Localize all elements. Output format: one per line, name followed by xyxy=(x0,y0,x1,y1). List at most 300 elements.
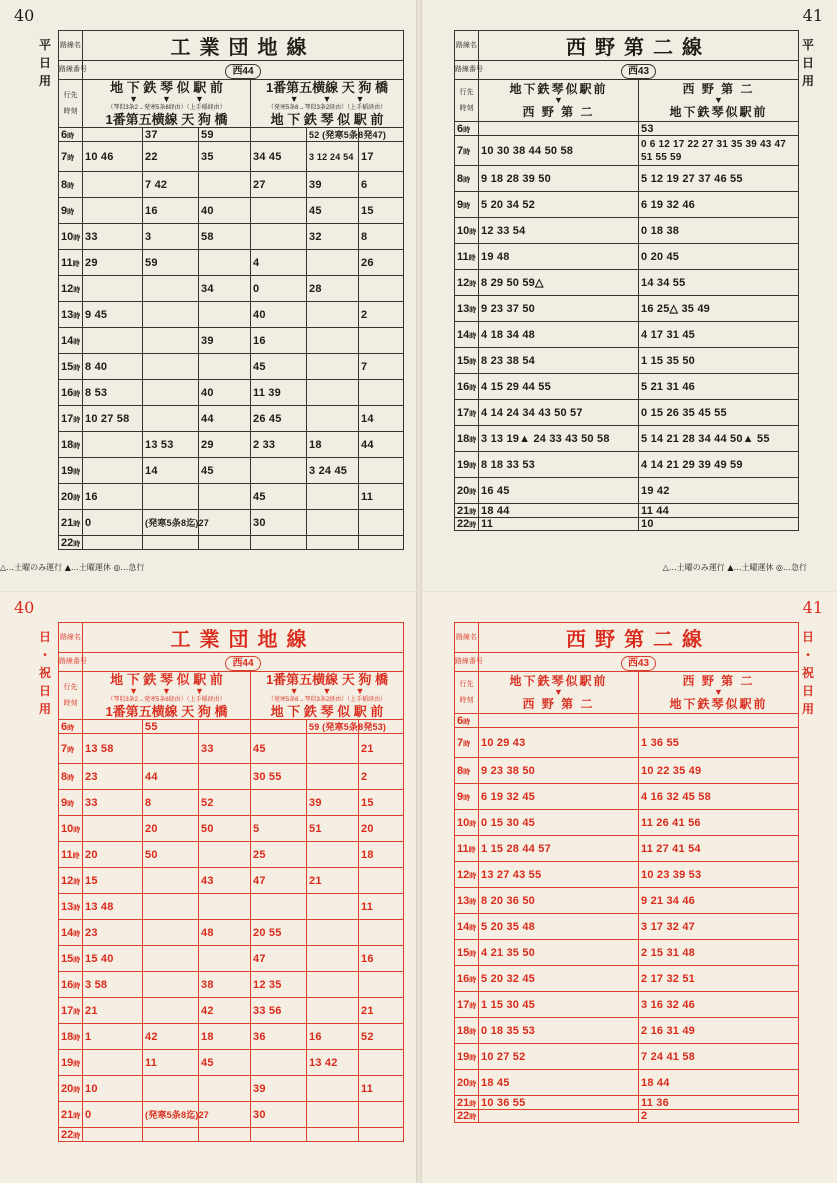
hour-row xyxy=(455,940,799,966)
hour-suffix: 時 xyxy=(469,384,477,392)
hour-cell xyxy=(59,920,83,946)
hour-suffix: 時 xyxy=(469,306,477,314)
departure-times xyxy=(83,276,143,302)
departure-times: 9 21 34 46 xyxy=(639,888,799,914)
hour-number: 20 xyxy=(61,1082,74,1095)
departure-times xyxy=(83,172,143,198)
departure-times: 8 29 50 59△ xyxy=(479,270,639,296)
departure-times: 11 xyxy=(359,484,404,510)
departure-times: 33 xyxy=(83,224,143,250)
departure-times xyxy=(83,1128,143,1142)
departure-times xyxy=(251,458,307,484)
departure-times: 8 20 36 50 xyxy=(479,888,639,914)
hour-row xyxy=(59,224,404,250)
hour-cell xyxy=(59,328,83,354)
departure-times: 8 53 xyxy=(83,380,143,406)
hour-number: 8 xyxy=(457,764,464,777)
departure-times: 6 19 32 45 xyxy=(479,784,639,810)
hour-suffix: 時 xyxy=(469,522,477,529)
departure-times xyxy=(143,972,199,998)
hour-cell xyxy=(455,122,479,136)
departure-times: 9 23 37 50 xyxy=(479,296,639,322)
hour-cell xyxy=(59,816,83,842)
departure-times: 22 xyxy=(143,142,199,172)
route-number-label: 路線番号 xyxy=(455,653,479,672)
hour-row xyxy=(59,816,404,842)
hour-number: 17 xyxy=(61,1004,74,1017)
departure-times xyxy=(307,842,359,868)
hour-cell xyxy=(455,810,479,836)
hour-cell xyxy=(455,518,479,531)
destination-header xyxy=(83,80,251,128)
hour-row xyxy=(455,1110,799,1123)
departure-times: 53 xyxy=(639,122,799,136)
departure-times: 10 29 43 xyxy=(479,728,639,758)
page-number: 41 xyxy=(802,6,823,25)
departure-times: 1 15 28 44 57 xyxy=(479,836,639,862)
hour-cell xyxy=(59,198,83,224)
departure-times: 2 xyxy=(359,764,404,790)
departure-times: 11 26 41 56 xyxy=(639,810,799,836)
route-number-label: 路線番号 xyxy=(59,61,83,80)
departure-times: 25 xyxy=(251,842,307,868)
arrow-down-icon: ▼ xyxy=(714,687,723,697)
hour-suffix: 時 xyxy=(469,332,477,340)
departure-times: 6 19 32 46 xyxy=(639,192,799,218)
departure-times xyxy=(83,816,143,842)
hour-suffix: 時 xyxy=(73,956,81,964)
hour-row xyxy=(455,758,799,784)
departure-times: 4 15 29 44 55 xyxy=(479,374,639,400)
departure-times: 14 xyxy=(359,406,404,432)
timetable xyxy=(454,30,799,531)
hour-number: 9 xyxy=(61,796,68,809)
departure-times: 50 xyxy=(143,842,199,868)
departure-times: 10 27 58 xyxy=(83,406,143,432)
hour-row xyxy=(455,810,799,836)
departure-times: 11 27 41 54 xyxy=(639,836,799,862)
departure-times: 21 xyxy=(359,734,404,764)
departure-times: 21 xyxy=(83,998,143,1024)
departure-times: 12 35 xyxy=(251,972,307,998)
arrow-down-icon: ▼ xyxy=(355,686,365,696)
departure-times: 52 xyxy=(359,1024,404,1050)
hour-number: 15 xyxy=(61,952,74,965)
line-name: 工業団地線 xyxy=(83,31,404,61)
hour-number: 20 xyxy=(61,490,74,503)
departure-times xyxy=(251,198,307,224)
hour-suffix: 時 xyxy=(73,520,81,528)
hour-number: 7 xyxy=(457,736,464,749)
departure-times: 14 34 55 xyxy=(639,270,799,296)
departure-times xyxy=(199,720,251,734)
departure-times: 59 xyxy=(143,250,199,276)
hour-suffix: 時 xyxy=(73,982,81,990)
hour-cell xyxy=(455,836,479,862)
departure-times: 36 xyxy=(251,1024,307,1050)
hour-row xyxy=(59,536,404,550)
departure-times xyxy=(307,920,359,946)
departure-times: 45 xyxy=(251,734,307,764)
hour-number: 20 xyxy=(457,484,470,497)
departure-times xyxy=(479,1110,639,1123)
hour-suffix: 時 xyxy=(73,540,81,548)
hour-row xyxy=(455,992,799,1018)
hour-cell xyxy=(455,504,479,518)
arrow-down-icon: ▼ xyxy=(355,94,365,104)
line-name: 工業団地線 xyxy=(83,623,404,653)
departure-times xyxy=(307,536,359,550)
hour-row xyxy=(59,998,404,1024)
arrow-down-icon: ▼ xyxy=(162,686,171,696)
departure-times xyxy=(307,380,359,406)
hour-suffix: 時 xyxy=(463,126,471,134)
departure-times xyxy=(199,764,251,790)
hour-cell xyxy=(455,374,479,400)
departure-times: 35 xyxy=(199,142,251,172)
departure-times: 59 xyxy=(199,128,251,142)
departure-times xyxy=(639,714,799,728)
hour-row xyxy=(455,122,799,136)
hour-cell xyxy=(455,270,479,296)
hour-suffix: 時 xyxy=(67,774,75,782)
departure-times: 42 xyxy=(143,1024,199,1050)
departure-times: 34 45 xyxy=(251,142,307,172)
hour-suffix: 時 xyxy=(469,508,477,516)
hour-row xyxy=(59,276,404,302)
hour-number: 17 xyxy=(457,998,470,1011)
departure-times: 26 45 xyxy=(251,406,307,432)
departure-times xyxy=(199,302,251,328)
departure-times: 20 xyxy=(143,816,199,842)
hour-row xyxy=(455,836,799,862)
route-via-note: （発寒5条8→琴似3条2経由）（上手稲経由） xyxy=(267,105,387,111)
departure-times: 45 xyxy=(199,458,251,484)
hour-cell xyxy=(455,940,479,966)
hour-number: 7 xyxy=(61,742,68,755)
destination-to: 1番第五横線 天 狗 橋 xyxy=(105,112,228,127)
hour-cell xyxy=(59,998,83,1024)
hour-cell xyxy=(59,128,83,142)
departure-times: 32 xyxy=(307,224,359,250)
departure-times: 44 xyxy=(359,432,404,458)
departure-times: 7 xyxy=(359,354,404,380)
hour-number: 12 xyxy=(457,276,470,289)
departure-times: 23 xyxy=(83,920,143,946)
direction-label: 行先 xyxy=(63,683,78,691)
line-name-label: 路線名 xyxy=(455,31,479,61)
departure-times: 5 xyxy=(251,816,307,842)
departure-times: 18 xyxy=(307,432,359,458)
departure-times: 8 23 38 54 xyxy=(479,348,639,374)
departure-times xyxy=(143,734,199,764)
hour-row xyxy=(455,714,799,728)
hour-cell xyxy=(455,348,479,374)
hour-number: 12 xyxy=(61,874,74,887)
hour-number: 9 xyxy=(457,198,464,211)
holiday-spread xyxy=(0,592,837,1183)
departure-times: 7 24 41 58 xyxy=(639,1044,799,1070)
departure-times: 19 48 xyxy=(479,244,639,270)
hour-number: 6 xyxy=(61,128,68,141)
hour-row xyxy=(59,1050,404,1076)
departure-times: 8 40 xyxy=(83,354,143,380)
departure-times: 19 42 xyxy=(639,478,799,504)
direction-arrows xyxy=(253,95,401,104)
departure-times xyxy=(143,328,199,354)
departure-times: 8 18 33 53 xyxy=(479,452,639,478)
hour-cell xyxy=(59,432,83,458)
arrow-down-icon: ▼ xyxy=(194,686,204,696)
departure-times: 29 xyxy=(199,432,251,458)
departure-times: 18 xyxy=(359,842,404,868)
departure-times: 10 30 38 44 50 58 xyxy=(479,136,639,166)
hour-cell xyxy=(455,728,479,758)
hour-row xyxy=(59,868,404,894)
hour-cell xyxy=(59,734,83,764)
departure-times: 38 xyxy=(199,972,251,998)
departure-times xyxy=(307,250,359,276)
hour-suffix: 時 xyxy=(73,286,81,294)
destination-to: 地下鉄琴似駅前 xyxy=(669,105,768,119)
departure-times: 18 45 xyxy=(479,1070,639,1096)
hour-row xyxy=(59,432,404,458)
hour-cell xyxy=(455,478,479,504)
departure-times xyxy=(359,1050,404,1076)
arrow-down-icon: ▼ xyxy=(129,94,139,104)
hour-cell xyxy=(59,406,83,432)
departure-times: 15 40 xyxy=(83,946,143,972)
hour-number: 22 xyxy=(61,1128,74,1141)
departure-times: 3 16 32 46 xyxy=(639,992,799,1018)
departure-times: 33 xyxy=(83,790,143,816)
hour-suffix: 時 xyxy=(73,1008,81,1016)
hour-number: 20 xyxy=(457,1076,470,1089)
departure-times xyxy=(251,1128,307,1142)
departure-times: 42 xyxy=(199,998,251,1024)
departure-times: 9 45 xyxy=(83,302,143,328)
hour-suffix: 時 xyxy=(73,930,81,938)
arrow-down-icon: ▼ xyxy=(554,687,563,697)
departure-times xyxy=(199,894,251,920)
hour-number: 8 xyxy=(457,172,464,185)
hour-number: 9 xyxy=(457,790,464,803)
departure-times: 16 xyxy=(359,946,404,972)
hour-number: 13 xyxy=(61,308,74,321)
hour-number: 15 xyxy=(457,946,470,959)
departure-times: 13 42 xyxy=(307,1050,359,1076)
hour-suffix: 時 xyxy=(67,746,75,754)
hour-suffix: 時 xyxy=(67,800,75,808)
departure-times: 3 17 32 47 xyxy=(639,914,799,940)
departure-times xyxy=(359,920,404,946)
arrow-down-icon: ▼ xyxy=(162,94,171,104)
departure-times xyxy=(143,354,199,380)
departure-times: 15 xyxy=(359,790,404,816)
destination-from: 西 野 第 二 xyxy=(682,674,755,688)
departure-times: 5 20 32 45 xyxy=(479,966,639,992)
departure-times xyxy=(307,894,359,920)
departure-times xyxy=(143,536,199,550)
departure-times xyxy=(83,720,143,734)
departure-times: 16 xyxy=(83,484,143,510)
departure-times xyxy=(307,328,359,354)
destination-to: 西 野 第 二 xyxy=(522,697,595,711)
departure-times: 10 36 55 xyxy=(479,1096,639,1110)
hour-suffix: 時 xyxy=(73,1112,81,1120)
destination-header xyxy=(83,672,251,720)
hour-row xyxy=(59,172,404,198)
hour-row xyxy=(455,452,799,478)
hour-suffix: 時 xyxy=(463,148,471,156)
line-name-label: 路線名 xyxy=(455,623,479,653)
hour-number: 21 xyxy=(61,1108,74,1121)
direction-label: 行先 xyxy=(63,91,78,99)
destination-from: 1番第五横線 天 狗 橋 xyxy=(265,80,389,95)
timetable xyxy=(58,30,404,550)
hour-suffix: 時 xyxy=(73,468,81,476)
hour-suffix: 時 xyxy=(468,846,476,854)
hour-cell xyxy=(455,992,479,1018)
departure-times: 52 xyxy=(199,790,251,816)
departure-times: 16 45 xyxy=(479,478,639,504)
hour-cell xyxy=(455,166,479,192)
departure-times: 48 xyxy=(199,920,251,946)
departure-times xyxy=(359,868,404,894)
destination-header xyxy=(479,672,639,714)
hour-suffix: 時 xyxy=(463,202,471,210)
destination-header xyxy=(251,672,404,720)
hour-suffix: 時 xyxy=(73,904,81,912)
hour-row xyxy=(59,484,404,510)
departure-times: 9 23 38 50 xyxy=(479,758,639,784)
destination-from: 西 野 第 二 xyxy=(682,82,755,96)
hour-row xyxy=(59,972,404,998)
hour-row xyxy=(455,400,799,426)
hour-row xyxy=(455,504,799,518)
departure-times: 45 xyxy=(251,354,307,380)
destination-from: 1番第五横線 天 狗 橋 xyxy=(265,672,389,687)
hour-number: 16 xyxy=(457,380,470,393)
hour-row xyxy=(59,894,404,920)
departure-times: 4 17 31 45 xyxy=(639,322,799,348)
hour-cell xyxy=(59,510,83,536)
hour-cell xyxy=(455,192,479,218)
departure-times: 11 44 xyxy=(639,504,799,518)
departure-times xyxy=(359,276,404,302)
departure-times: 8 xyxy=(359,224,404,250)
hour-cell xyxy=(59,1102,83,1128)
departure-times: 11 xyxy=(479,518,639,531)
hour-suffix: 時 xyxy=(73,878,81,886)
route-number-label: 路線番号 xyxy=(59,653,83,672)
hour-cell xyxy=(455,244,479,270)
hour-cell xyxy=(59,868,83,894)
time-label: 時刻 xyxy=(459,104,474,112)
hour-suffix: 時 xyxy=(469,358,477,366)
hour-cell xyxy=(59,458,83,484)
arrow-down-icon: ▼ xyxy=(554,95,563,105)
destination-from: 地下鉄琴似駅前 xyxy=(509,82,608,96)
departure-times: 58 xyxy=(199,224,251,250)
route-badge: 西44 xyxy=(225,64,260,79)
departure-times: 17 xyxy=(359,142,404,172)
hour-suffix: 時 xyxy=(73,390,81,398)
hour-row xyxy=(455,888,799,914)
hour-row xyxy=(455,270,799,296)
hour-suffix: 時 xyxy=(67,154,75,162)
departure-times xyxy=(83,328,143,354)
hour-suffix: 時 xyxy=(469,228,477,236)
hour-number: 14 xyxy=(61,334,74,347)
departure-times: 47 xyxy=(251,946,307,972)
hour-suffix: 時 xyxy=(469,1028,477,1036)
departure-times xyxy=(307,1102,359,1128)
hour-cell xyxy=(455,452,479,478)
hour-cell xyxy=(59,946,83,972)
departure-times xyxy=(251,128,307,142)
departure-times: 13 27 43 55 xyxy=(479,862,639,888)
departure-times: 40 xyxy=(199,198,251,224)
departure-times: 18 44 xyxy=(479,504,639,518)
hour-number: 19 xyxy=(61,464,74,477)
hour-cell xyxy=(59,790,83,816)
hour-cell xyxy=(59,484,83,510)
departure-times: 0 20 45 xyxy=(639,244,799,270)
hour-cell xyxy=(59,1050,83,1076)
hour-row xyxy=(59,198,404,224)
hour-cell xyxy=(455,784,479,810)
departure-times xyxy=(83,536,143,550)
hour-suffix: 時 xyxy=(469,1114,477,1121)
departure-times: 5 21 31 46 xyxy=(639,374,799,400)
departure-times: 39 xyxy=(251,1076,307,1102)
departure-times xyxy=(307,1128,359,1142)
departure-times: 2 33 xyxy=(251,432,307,458)
hour-number: 21 xyxy=(61,516,74,529)
hour-number: 22 xyxy=(457,1110,470,1122)
hour-number: 6 xyxy=(61,720,68,733)
hour-row xyxy=(59,764,404,790)
departure-times: 5 20 34 52 xyxy=(479,192,639,218)
hour-row xyxy=(455,914,799,940)
timetable xyxy=(454,622,799,1123)
hour-row xyxy=(59,458,404,484)
hour-number: 19 xyxy=(61,1056,74,1069)
legend-note: △…土曜のみ運行 ▲…土曜運休 ◎…急行 xyxy=(662,563,807,572)
hour-suffix: 時 xyxy=(469,1002,477,1010)
hour-number: 13 xyxy=(61,900,74,913)
departure-times: 44 xyxy=(199,406,251,432)
departure-times xyxy=(143,894,199,920)
departure-times xyxy=(307,302,359,328)
hour-number: 15 xyxy=(61,360,74,373)
hour-suffix: 時 xyxy=(468,254,476,262)
departure-times: (発寒5条8迄)27 xyxy=(143,510,199,536)
departure-times xyxy=(359,328,404,354)
departure-times xyxy=(199,536,251,550)
hour-row xyxy=(59,128,404,142)
hour-number: 10 xyxy=(457,224,470,237)
hour-suffix: 時 xyxy=(67,182,75,190)
hour-suffix: 時 xyxy=(73,364,81,372)
arrow-down-icon: ▼ xyxy=(322,686,332,696)
hour-row xyxy=(59,354,404,380)
hour-row xyxy=(455,1018,799,1044)
hour-number: 16 xyxy=(61,386,74,399)
departure-times xyxy=(143,302,199,328)
departure-times: 4 16 32 45 58 xyxy=(639,784,799,810)
